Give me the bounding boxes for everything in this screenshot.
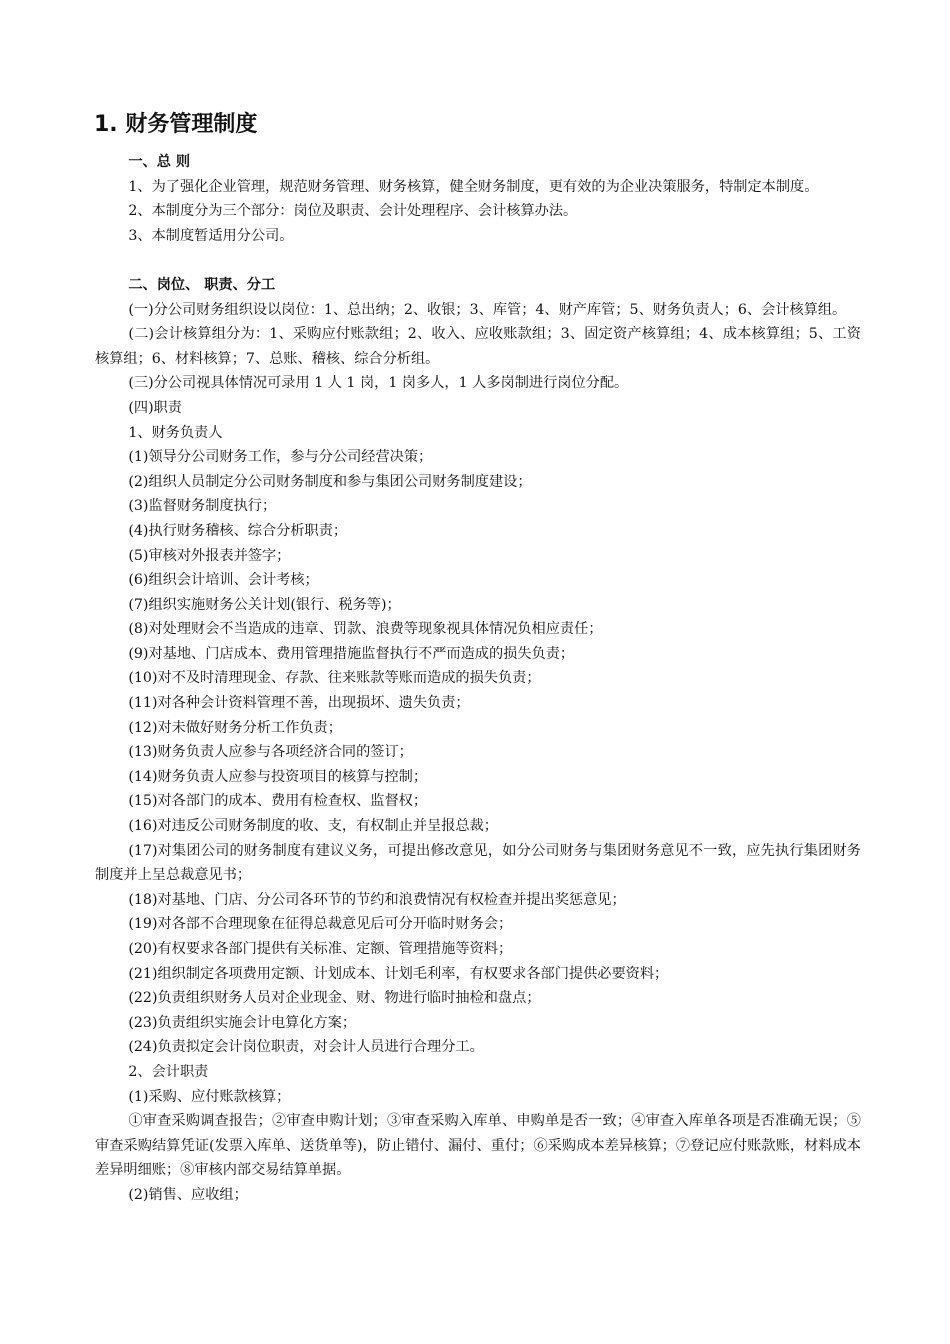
paragraph: 1、为了强化企业管理，规范财务管理、财务核算，健全财务制度，更有效的为企业决策服务，特制定本制度。	[128, 178, 819, 195]
paragraph: (24)负责拟定会计岗位职责，对会计人员进行合理分工。	[128, 1039, 484, 1056]
paragraph: (2)组织人员制定分公司财务制度和参与集团公司财务制度建设；	[128, 473, 532, 490]
paragraph: (22)负责组织财务人员对企业现金、财、物进行临时抽检和盘点；	[128, 990, 541, 1007]
paragraph: (16)对违反公司财务制度的收、支，有权制止并呈报总裁；	[128, 818, 498, 835]
paragraph: ①审查采购调查报告；②审查申购计划；③审查采购入库单、申购单是否一致；④审查入库单各项是否准确无误；⑤审查采购结算凭证(发票入库单、送货单等)，防止错付、漏付、重付；⑥采购成本差异核算；⑦登记应付账款账，材料成本差异明细账；⑧审核内部交易结算单据。	[95, 1113, 861, 1179]
paragraph: (13)财务负责人应参与各项经济合同的签订；	[128, 744, 413, 761]
paragraph: (10)对不及时清理现金、存款、往来账款等账而造成的损失负责；	[128, 670, 541, 687]
paragraph: 3、本制度暂适用分公司。	[128, 227, 294, 244]
paragraph: (23)负责组织实施会计电算化方案；	[128, 1014, 357, 1031]
section-heading: 一、总 则	[128, 154, 191, 170]
paragraph: (12)对未做好财务分析工作负责；	[128, 719, 342, 736]
paragraph: (21)组织制定各项费用定额、计划成本、计划毛利率，有权要求各部门提供必要资料；	[128, 965, 669, 982]
paragraph: (2)销售、应收组；	[128, 1186, 248, 1203]
paragraph: (6)组织会计培训、会计考核；	[128, 572, 319, 589]
paragraph: (二)会计核算组分为：1、采购应付账款组；2、收入、应收账款组；3、固定资产核算组；4、成本核算组；5、工资核算组；6、材料核算；7、总账、稽核、综合分析组。	[95, 326, 861, 367]
paragraph: (1)领导分公司财务工作，参与分公司经营决策；	[128, 449, 433, 466]
section-heading: 二、岗位、 职责、分工	[128, 276, 276, 293]
paragraph: 2、本制度分为三个部分：岗位及职责、会计处理程序、会计核算办法。	[128, 203, 578, 220]
paragraph: (9)对基地、门店成本、费用管理措施监督执行不严而造成的损失负责；	[128, 645, 575, 662]
blank-line	[95, 248, 861, 273]
paragraph: (1)采购、应付账款核算；	[128, 1088, 291, 1105]
paragraph: (5)审核对外报表并签字；	[128, 547, 291, 564]
paragraph: (三)分公司视具体情况可录用 1 人 1 岗，1 岗多人，1 人多岗制进行岗位分配。	[128, 375, 629, 392]
paragraph: (11)对各种会计资料管理不善，出现损坏、遗失负责；	[128, 695, 470, 712]
paragraph: (20)有权要求各部门提供有关标准、定额、管理措施等资料；	[128, 941, 513, 957]
paragraph: (18)对基地、门店、分公司各环节的节约和浪费情况有权检查并提出奖惩意见；	[128, 891, 626, 908]
paragraph: (15)对各部门的成本、费用有检查权、监督权；	[128, 793, 428, 810]
paragraph: (19)对各部不合理现象在征得总裁意见后可分开临时财务会；	[128, 916, 513, 933]
paragraph: (7)组织实施财务公关计划(银行、税务等)；	[128, 596, 401, 613]
document-body	[95, 150, 861, 1208]
paragraph: 1、财务负责人	[128, 424, 223, 441]
paragraph: 2、会计职责	[128, 1063, 209, 1080]
paragraph: (8)对处理财会不当造成的违章、罚款、浪费等现象视具体情况负相应责任；	[128, 621, 603, 638]
paragraph: (17)对集团公司的财务制度有建议义务，可提出修改意见，如分公司财务与集团财务意见不一致，应先执行集团财务制度并上呈总裁意见书；	[95, 842, 861, 884]
paragraph: (14)财务负责人应参与投资项目的核算与控制；	[128, 768, 428, 785]
paragraph: (4)执行财务稽核、综合分析职责；	[128, 522, 348, 539]
paragraph: (3)监督财务制度执行；	[128, 498, 277, 515]
paragraph: (四)职责	[128, 399, 182, 416]
paragraph: (一)分公司财务组织设以岗位：1、总出纳；2、收银；3、库管；4、财产库管；5、财务负责人；6、会计核算组。	[128, 301, 847, 318]
document-title: 1. 财务管理制度	[94, 112, 258, 137]
